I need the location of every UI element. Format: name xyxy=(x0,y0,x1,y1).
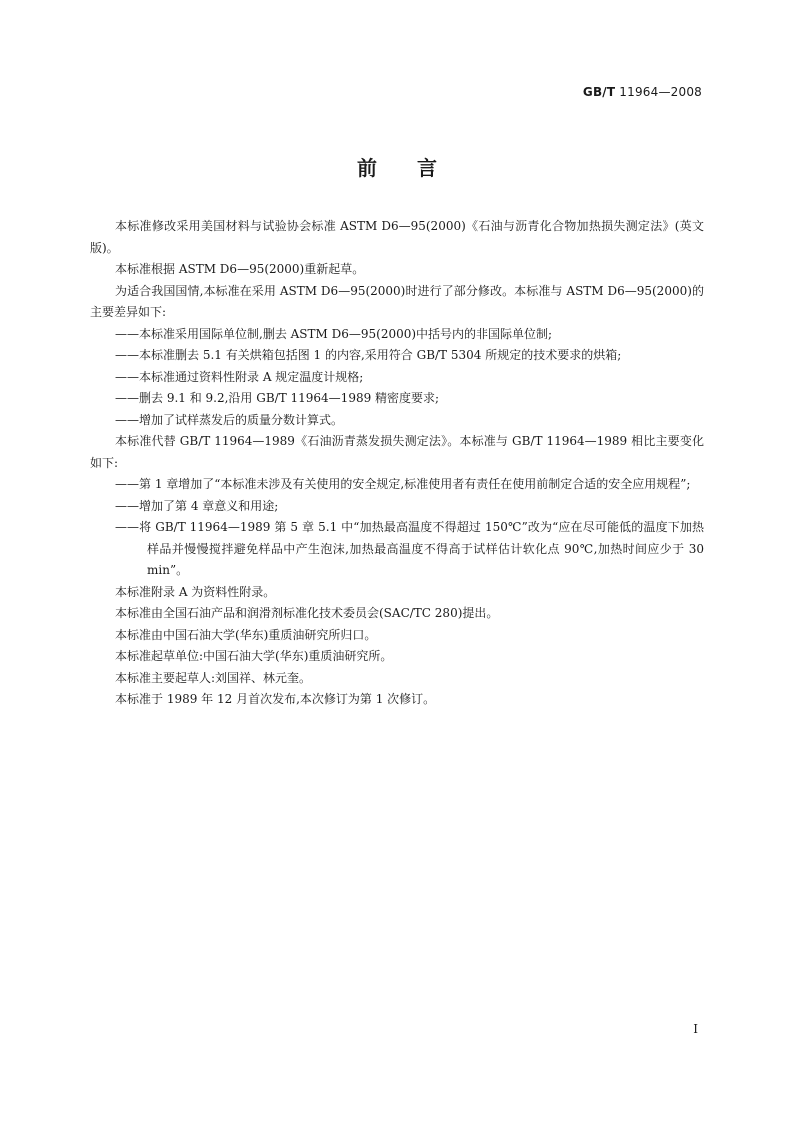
list-item: ——删去 9.1 和 9.2,沿用 GB/T 11964—1989 精密度要求; xyxy=(115,391,440,405)
paragraph: 本标准修改采用美国材料与试验协会标准 ASTM D6—95(2000)《石油与沥青化合物加热损失测定法》(英文版)。 xyxy=(90,219,704,255)
list-item: ——增加了第 4 章意义和用途; xyxy=(115,498,279,513)
paragraph: 本标准由全国石油产品和润滑剂标准化技术委员会(SAC/TC 280)提出。 xyxy=(115,606,499,620)
paragraph: 本标准起草单位:中国石油大学(华东)重质油研究所。 xyxy=(115,649,393,663)
paragraph: 本标准于 1989 年 12 月首次发布,本次修订为第 1 次修订。 xyxy=(115,692,436,706)
standard-prefix: GB/T xyxy=(582,85,616,99)
page-number: I xyxy=(693,1022,698,1036)
list-item: ——增加了试样蒸发后的质量分数计算式。 xyxy=(115,412,344,427)
list-item: ——第 1 章增加了“本标准未涉及有关使用的安全规定,标准使用者有责任在使用前制定合适的安全应用规程”; xyxy=(115,477,691,491)
list-item: ——本标准通过资料性附录 A 规定温度计规格; xyxy=(115,369,364,384)
paragraph: 本标准主要起草人:刘国祥、林元奎。 xyxy=(115,670,312,685)
standard-number: 11964—2008 xyxy=(619,85,702,99)
standard-code xyxy=(583,85,702,99)
list-item: ——本标准删去 5.1 有关烘箱包括图 1 的内容,采用符合 GB/T 5304 所规定的技术要求的烘箱; xyxy=(115,348,622,362)
list-item: ——本标准采用国际单位制,删去 ASTM D6—95(2000)中括号内的非国际单位制; xyxy=(115,326,553,341)
paragraph: 本标准由中国石油大学(华东)重质油研究所归口。 xyxy=(115,627,377,642)
preface-body xyxy=(90,216,704,711)
paragraph: 为适合我国国情,本标准在采用 ASTM D6—95(2000)时进行了部分修改。本标准与 ASTM D6—95(2000)的主要差异如下: xyxy=(90,283,704,319)
list-item: ——将 GB/T 11964—1989 第 5 章 5.1 中“加热最高温度不得超过 150℃”改为“应在尽可能低的温度下加热样品并慢慢搅拌避免样品中产生泡沫,加热最高温度不得高于试样估计软化点 90℃,加热时间应少于 30 min”。 xyxy=(115,520,704,577)
paragraph: 本标准代替 GB/T 11964—1989《石油沥青蒸发损失测定法》。本标准与 GB/T 11964—1989 相比主要变化如下: xyxy=(90,434,704,470)
paragraph: 本标准附录 A 为资料性附录。 xyxy=(115,584,276,599)
paragraph: 本标准根据 ASTM D6—95(2000)重新起草。 xyxy=(115,262,365,276)
page-title: 前言 xyxy=(357,156,477,180)
